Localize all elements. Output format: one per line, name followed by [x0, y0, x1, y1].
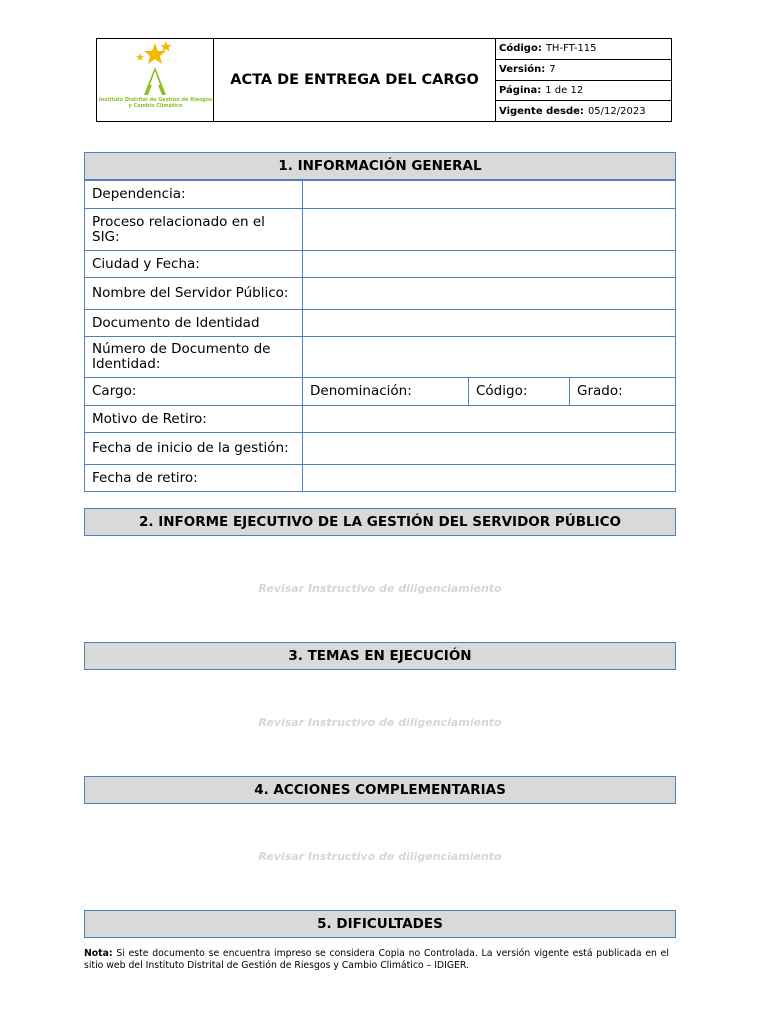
nombre-label: Nombre del Servidor Público:	[85, 278, 303, 310]
section-general-info-header: 1. INFORMACIÓN GENERAL	[84, 152, 676, 180]
instructions-hint: Revisar Instructivo de diligenciamiento	[258, 850, 502, 863]
table-row	[85, 465, 676, 492]
table-row	[85, 251, 676, 278]
meta-valid-from	[496, 101, 671, 121]
ciudad-fecha-field[interactable]	[303, 251, 676, 278]
meta-valid-from-label: Vigente desde:	[499, 105, 584, 117]
table-row	[85, 181, 676, 209]
table-row	[85, 378, 676, 406]
documento-field[interactable]	[303, 310, 676, 337]
section-complementary-actions-header: 4. ACCIONES COMPLEMENTARIAS	[84, 776, 676, 804]
meta-version	[496, 60, 671, 81]
meta-valid-from-value: 05/12/2023	[587, 105, 646, 117]
logo-text: Instituto Distrital de Gestión de Riesgos y Cambio Climático	[98, 97, 213, 109]
table-row	[85, 310, 676, 337]
numero-documento-label: Número de Documento de Identidad:	[85, 337, 303, 378]
table-row	[85, 433, 676, 465]
general-info-table	[84, 180, 676, 492]
instructions-hint: Revisar Instructivo de diligenciamiento	[258, 716, 502, 729]
meta-page-value: 1 de 12	[545, 84, 584, 96]
cargo-label: Cargo:	[85, 378, 303, 406]
table-row	[85, 209, 676, 251]
section-topics-in-progress-header: 3. TEMAS EN EJECUCIÓN	[84, 642, 676, 670]
document-meta	[496, 39, 671, 121]
fecha-inicio-field[interactable]	[303, 433, 676, 465]
grado-label: Grado:	[570, 378, 676, 406]
meta-page-label: Página:	[499, 84, 542, 96]
meta-code-value: TH-FT-115	[545, 43, 597, 55]
fecha-retiro-field[interactable]	[303, 465, 676, 492]
dependencia-field[interactable]	[303, 181, 676, 209]
document-title: ACTA DE ENTREGA DEL CARGO	[214, 39, 496, 121]
meta-code	[496, 39, 671, 60]
denominacion-label: Denominación:	[303, 378, 469, 406]
meta-version-label: Versión:	[499, 64, 546, 76]
meta-page	[496, 81, 671, 102]
meta-code-label: Código:	[499, 43, 542, 55]
numero-documento-field[interactable]	[303, 337, 676, 378]
dependencia-label: Dependencia:	[85, 181, 303, 209]
meta-version-value: 7	[549, 64, 556, 76]
document-header	[96, 38, 672, 122]
table-row	[85, 337, 676, 378]
instructions-hint: Revisar Instructivo de diligenciamiento	[258, 582, 502, 595]
fecha-inicio-label: Fecha de inicio de la gestión:	[85, 433, 303, 465]
note-label: Nota:	[84, 948, 113, 959]
documento-label: Documento de Identidad	[85, 310, 303, 337]
codigo-label: Código:	[469, 378, 570, 406]
section-executive-report-header: 2. INFORME EJECUTIVO DE LA GESTIÓN DEL SERVIDOR PÚBLICO	[84, 508, 676, 536]
table-row	[85, 278, 676, 310]
proceso-field[interactable]	[303, 209, 676, 251]
motivo-label: Motivo de Retiro:	[85, 406, 303, 433]
logo	[97, 39, 214, 121]
section-difficulties-header: 5. DIFICULTADES	[84, 910, 676, 938]
proceso-label: Proceso relacionado en el SIG:	[85, 209, 303, 251]
motivo-field[interactable]	[303, 406, 676, 433]
table-row	[85, 406, 676, 433]
note-text: Si este documento se encuentra impreso se considera Copia no Controlada. La versión vigente está publicada en el sitio web del Instituto Distrital de Gestión de Riesgos y Cambio Climático – IDIGER.	[84, 948, 669, 971]
ciudad-fecha-label: Ciudad y Fecha:	[85, 251, 303, 278]
footer-note	[84, 948, 669, 972]
nombre-field[interactable]	[303, 278, 676, 310]
fecha-retiro-label: Fecha de retiro:	[85, 465, 303, 492]
idiger-logo-icon	[125, 41, 185, 97]
